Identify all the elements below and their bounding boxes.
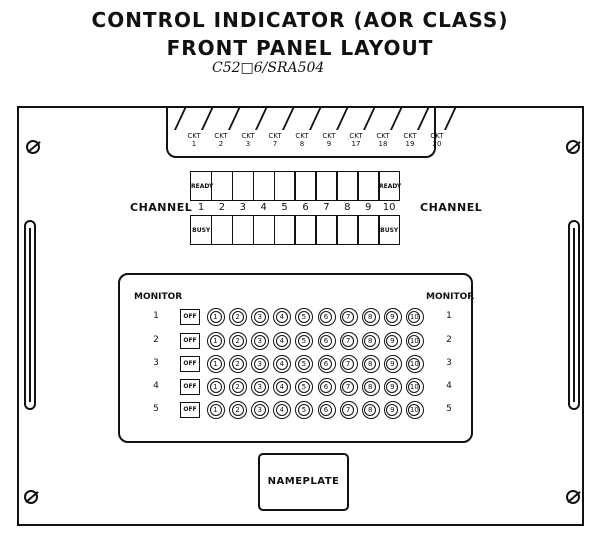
channel-select-number: 10 <box>409 359 419 368</box>
channel-number: 1 <box>197 202 205 213</box>
ready-lamp <box>357 171 379 201</box>
busy-lamp <box>315 215 337 245</box>
screw-icon <box>566 490 580 504</box>
channel-select-number: 6 <box>320 335 332 347</box>
channel-select-number: 4 <box>276 404 288 416</box>
channel-select-number: 1 <box>210 335 222 347</box>
channel-number: 2 <box>218 202 226 213</box>
channel-select-number: 9 <box>386 358 398 370</box>
ready-lamp: READY <box>378 171 400 201</box>
channel-select-button[interactable] <box>384 401 402 419</box>
channel-select-number: 4 <box>276 358 288 370</box>
channel-select-number: 6 <box>320 358 332 370</box>
ckt-label <box>182 132 206 148</box>
channel-select-button[interactable] <box>340 378 358 396</box>
ckt-word: CKT <box>214 132 228 140</box>
channel-select-button[interactable] <box>207 332 225 350</box>
channel-select-button[interactable] <box>362 332 380 350</box>
channel-select-number: 6 <box>320 381 332 393</box>
channel-select-button[interactable] <box>318 401 336 419</box>
channel-select-number: 9 <box>386 404 398 416</box>
channel-select-number: 5 <box>298 311 310 323</box>
ckt-number: 3 <box>245 140 251 148</box>
monitor-row-number-right: 5 <box>446 404 452 414</box>
ckt-label <box>398 132 422 148</box>
monitor-row-number-right: 2 <box>446 335 452 345</box>
channel-select-button[interactable] <box>207 378 225 396</box>
screw-icon <box>24 490 38 504</box>
channel-select-number: 8 <box>364 358 376 370</box>
strip-hatch-line <box>255 106 268 130</box>
channel-select-button[interactable] <box>229 378 247 396</box>
channel-number: 5 <box>281 202 288 213</box>
channel-select-button[interactable] <box>384 332 402 350</box>
monitor-label-right: MONITOR <box>426 292 475 302</box>
channel-select-number: 4 <box>276 335 288 347</box>
ckt-number: 20 <box>432 140 442 148</box>
ready-lamp <box>315 171 337 201</box>
ckt-label <box>263 132 287 148</box>
monitor-row-number-left: 4 <box>153 381 159 391</box>
channel-select-button[interactable] <box>362 378 380 396</box>
channel-select-number: 2 <box>232 335 244 347</box>
channel-select-number: 3 <box>254 358 266 370</box>
ready-lamp <box>336 171 358 201</box>
channel-select-number: 2 <box>232 404 244 416</box>
ckt-word: CKT <box>349 132 363 140</box>
ready-lamp <box>274 171 296 201</box>
channel-select-number: 9 <box>386 335 398 347</box>
channel-select-number: 4 <box>276 311 288 323</box>
ckt-word: CKT <box>268 132 282 140</box>
ckt-label <box>209 132 233 148</box>
channel-select-button[interactable] <box>340 332 358 350</box>
channel-select-button[interactable] <box>318 355 336 373</box>
channel-select-number: 2 <box>232 358 244 370</box>
channel-select-button[interactable] <box>318 332 336 350</box>
ckt-number: 9 <box>326 140 332 148</box>
channel-select-number: 5 <box>298 358 310 370</box>
monitor-row-number-left: 2 <box>153 335 159 345</box>
strip-hatch-line <box>336 106 349 130</box>
channel-number: 3 <box>239 202 246 213</box>
channel-select-number: 3 <box>254 381 266 393</box>
channel-select-number: 4 <box>276 381 288 393</box>
ckt-number: 1 <box>191 140 197 148</box>
ckt-word: CKT <box>403 132 417 140</box>
handwritten-note: C52□6/SRA504 <box>212 60 325 76</box>
channel-select-button[interactable] <box>406 378 424 396</box>
channel-select-button[interactable] <box>384 378 402 396</box>
channel-select-number: 1 <box>210 311 222 323</box>
ckt-number: 8 <box>299 140 305 148</box>
channel-label-left: CHANNEL <box>130 201 193 214</box>
channel-select-button[interactable] <box>229 355 247 373</box>
channel-select-number: 5 <box>298 335 310 347</box>
right-handle[interactable] <box>568 220 580 410</box>
channel-select-button[interactable] <box>207 355 225 373</box>
channel-select-number: 10 <box>409 405 419 414</box>
busy-lamp <box>357 215 379 245</box>
channel-select-button[interactable] <box>340 401 358 419</box>
ckt-label <box>290 132 314 148</box>
busy-lamp <box>211 215 233 245</box>
left-handle[interactable] <box>24 220 36 410</box>
strip-hatch-line <box>390 106 403 130</box>
ckt-number: 2 <box>218 140 224 148</box>
channel-select-number: 7 <box>342 381 354 393</box>
monitor-row-number-right: 4 <box>446 381 452 391</box>
ckt-number: 18 <box>378 140 388 148</box>
channel-select-number: 5 <box>298 381 310 393</box>
channel-number: 7 <box>323 202 330 213</box>
channel-select-button[interactable] <box>362 355 380 373</box>
strip-hatch-line <box>174 106 187 130</box>
channel-number: 6 <box>302 202 309 213</box>
channel-select-button[interactable] <box>229 401 247 419</box>
channel-number: 10 <box>382 202 396 213</box>
ckt-label <box>344 132 368 148</box>
ckt-number: 19 <box>405 140 415 148</box>
channel-select-number: 6 <box>320 311 332 323</box>
diagram-title: CONTROL INDICATOR (AOR CLASS) <box>91 8 509 32</box>
channel-select-button[interactable] <box>384 308 402 326</box>
ready-lamp <box>232 171 254 201</box>
channel-select-button[interactable] <box>406 401 424 419</box>
channel-select-number: 10 <box>409 382 419 391</box>
channel-select-number: 7 <box>342 311 354 323</box>
strip-hatch-line <box>201 106 214 130</box>
channel-select-number: 8 <box>364 404 376 416</box>
strip-hatch-line <box>309 106 322 130</box>
channel-select-button[interactable] <box>207 308 225 326</box>
channel-select-number: 1 <box>210 358 222 370</box>
channel-select-button[interactable] <box>318 378 336 396</box>
ckt-word: CKT <box>430 132 444 140</box>
channel-select-number: 2 <box>232 381 244 393</box>
channel-select-number: 1 <box>210 404 222 416</box>
ckt-number: 7 <box>272 140 278 148</box>
ckt-word: CKT <box>241 132 255 140</box>
ready-lamp-row <box>190 171 402 201</box>
channel-select-button[interactable] <box>340 355 358 373</box>
nameplate: NAMEPLATE <box>258 453 349 511</box>
channel-select-number: 5 <box>298 404 310 416</box>
ckt-word: CKT <box>295 132 309 140</box>
channel-select-number: 8 <box>364 381 376 393</box>
busy-lamp: BUSY <box>190 215 212 245</box>
channel-select-button[interactable] <box>207 401 225 419</box>
channel-label-right: CHANNEL <box>420 201 483 214</box>
monitor-row-number-right: 3 <box>446 358 452 368</box>
ckt-number: 17 <box>351 140 361 148</box>
channel-select-button[interactable] <box>229 332 247 350</box>
channel-select-button[interactable] <box>229 308 247 326</box>
channel-select-number: 9 <box>386 381 398 393</box>
circuit-label-strip <box>166 106 444 158</box>
off-button[interactable]: OFF <box>180 402 200 418</box>
channel-select-button[interactable] <box>406 332 424 350</box>
channel-select-button[interactable] <box>406 308 424 326</box>
channel-select-number: 2 <box>232 311 244 323</box>
ckt-label <box>236 132 260 148</box>
ckt-label <box>425 132 449 148</box>
off-button[interactable]: OFF <box>180 309 200 325</box>
strip-hatch-line <box>417 106 430 130</box>
ready-lamp <box>294 171 316 201</box>
channel-select-number: 7 <box>342 358 354 370</box>
channel-select-number: 3 <box>254 311 266 323</box>
channel-select-number: 3 <box>254 335 266 347</box>
strip-hatch-line <box>282 106 295 130</box>
busy-lamp: BUSY <box>378 215 400 245</box>
busy-lamp <box>336 215 358 245</box>
channel-select-number: 3 <box>254 404 266 416</box>
strip-hatch-line <box>228 106 241 130</box>
screw-icon <box>566 140 580 154</box>
diagram-subtitle: FRONT PANEL LAYOUT <box>166 36 434 60</box>
strip-hatch-line <box>363 106 376 130</box>
monitor-row-number-left: 1 <box>153 311 159 321</box>
ckt-word: CKT <box>376 132 390 140</box>
channel-select-number: 6 <box>320 404 332 416</box>
off-button[interactable]: OFF <box>180 356 200 372</box>
monitor-label-left: MONITOR <box>134 292 183 302</box>
channel-select-number: 8 <box>364 335 376 347</box>
channel-select-button[interactable] <box>384 355 402 373</box>
channel-number: 9 <box>365 202 372 213</box>
channel-select-button[interactable] <box>362 308 380 326</box>
ckt-label <box>371 132 395 148</box>
ready-lamp: READY <box>190 171 212 201</box>
ready-lamp <box>253 171 275 201</box>
monitor-row-number-right: 1 <box>446 311 452 321</box>
channel-select-button[interactable] <box>340 308 358 326</box>
ckt-label <box>317 132 341 148</box>
busy-lamp <box>274 215 296 245</box>
ckt-word: CKT <box>322 132 336 140</box>
monitor-row-number-left: 3 <box>153 358 159 368</box>
channel-select-number: 10 <box>409 336 419 345</box>
busy-lamp-row <box>190 215 399 245</box>
channel-select-number: 1 <box>210 381 222 393</box>
channel-select-button[interactable] <box>318 308 336 326</box>
channel-select-button[interactable] <box>362 401 380 419</box>
screw-icon <box>26 140 40 154</box>
channel-select-button[interactable] <box>406 355 424 373</box>
channel-select-number: 9 <box>386 311 398 323</box>
busy-lamp <box>232 215 254 245</box>
busy-lamp <box>253 215 275 245</box>
channel-select-number: 10 <box>409 312 419 321</box>
channel-select-number: 8 <box>364 311 376 323</box>
busy-lamp <box>294 215 316 245</box>
ready-lamp <box>211 171 233 201</box>
channel-number: 4 <box>260 202 267 213</box>
channel-select-number: 7 <box>342 335 354 347</box>
off-button[interactable]: OFF <box>180 333 200 349</box>
channel-number: 8 <box>344 202 351 213</box>
ckt-word: CKT <box>187 132 201 140</box>
channel-select-number: 7 <box>342 404 354 416</box>
monitor-row-number-left: 5 <box>153 404 159 414</box>
off-button[interactable]: OFF <box>180 379 200 395</box>
